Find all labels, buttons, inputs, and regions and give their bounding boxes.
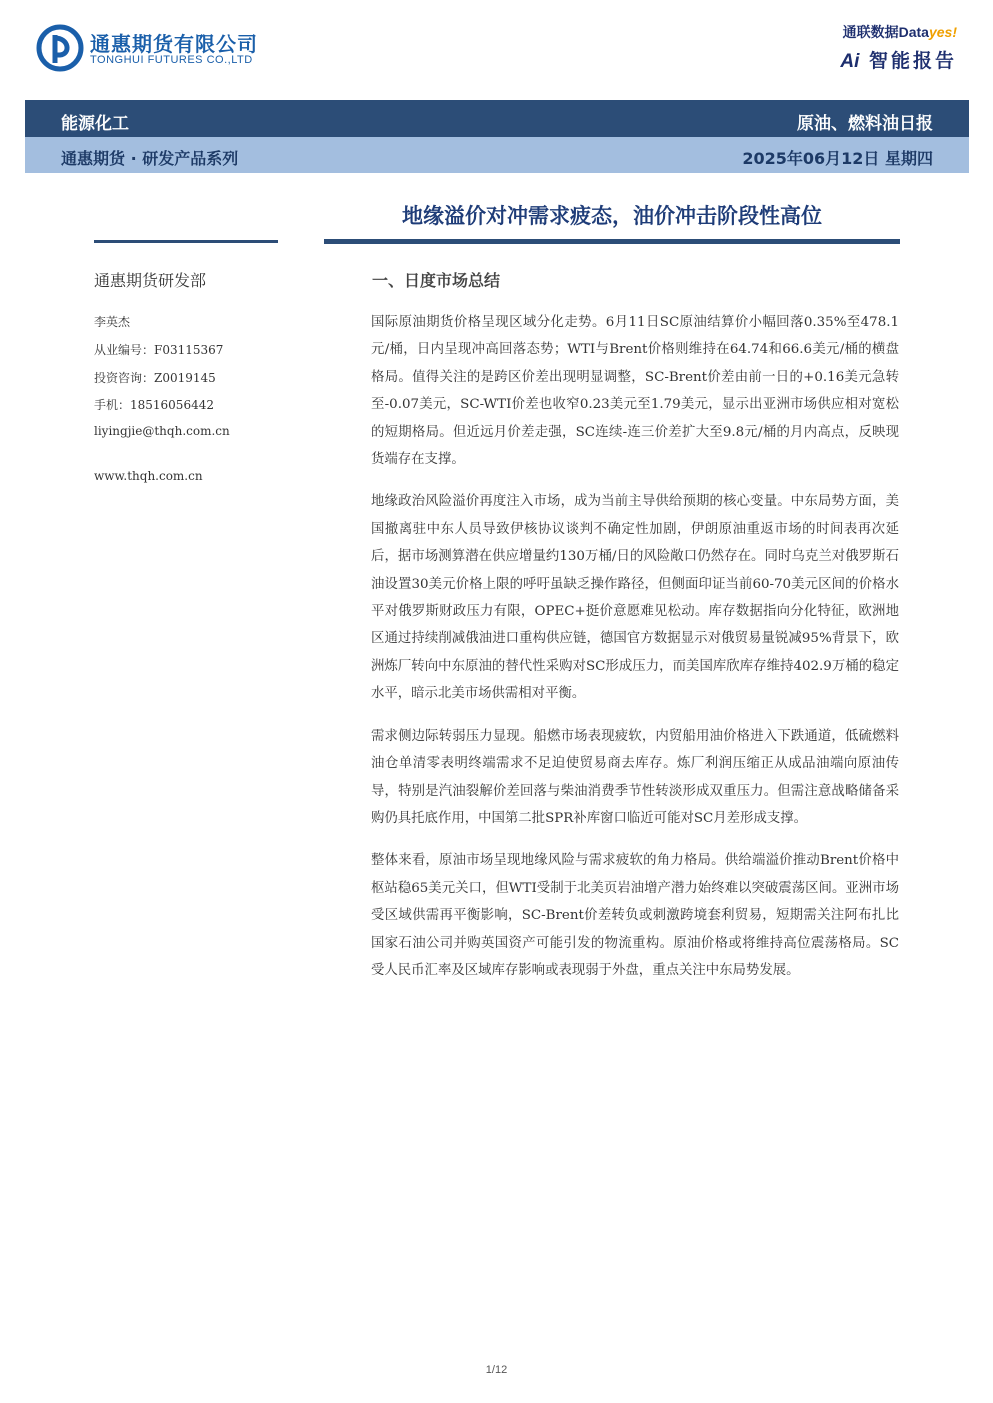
paragraph: 地缘政治风险溢价再度注入市场，成为当前主导供给预期的核心变量。中东局势方面，美国撤离驻中东人员导致伊核协议谈判不确定性加剧，伊朗原油重返市场的时间表再次延后，据市场测算潜在供应增量约130万桶/日的风险敞口仍然存在。同时乌克兰对俄罗斯石油设置30美元价格上限的呼吁虽缺乏操作路径，但侧面印证当前60-70美元区间的价格水平对俄罗斯财政压力有限，OPEC+挺价意愿难见松动。库存数据指向分化特征，欧洲地区通过持续削减俄油进口重构供应链，德国官方数据显示对俄贸易量锐减95%背景下，欧洲炼厂转向中东原油的替代性采购对SC形成压力，而美国库欣库存维持402.9万桶的稳定水平，暗示北美市场供需相对平衡。	[371, 494, 899, 702]
phone-number: 手机：18516056442	[94, 398, 214, 412]
report-date: 2025年06月12日 星期四	[742, 149, 933, 168]
sidebar-divider	[94, 240, 278, 243]
section-body	[371, 309, 899, 999]
ai-report-label: 智能报告	[868, 50, 957, 72]
ai-mark: Ai	[840, 51, 860, 72]
consult-number: 投资咨询：Z0019145	[94, 371, 216, 385]
series-label: 通惠期货 · 研发产品系列	[61, 149, 239, 168]
report-title: 地缘溢价对冲需求疲态，油价冲击阶段性高位	[402, 204, 822, 228]
author-name: 李英杰	[94, 315, 131, 329]
company-name-en: TONGHUI FUTURES CO.,LTD	[90, 54, 253, 66]
title-divider	[324, 239, 900, 244]
sector-band	[25, 100, 969, 137]
page-number: 1/12	[485, 1364, 508, 1376]
series-band	[25, 137, 969, 173]
tonghui-logo-icon	[36, 24, 84, 72]
datayes-cn: 通联数据	[842, 24, 899, 40]
company-name-cn: 通惠期货有限公司	[90, 32, 258, 56]
author-email: liyingjie@thqh.com.cn	[94, 424, 230, 438]
datayes-yes: yes!	[928, 24, 957, 40]
license-number: 从业编号：F03115367	[94, 343, 224, 357]
company-website: www.thqh.com.cn	[94, 469, 203, 483]
paragraph: 国际原油期货价格呈现区域分化走势。6月11日SC原油结算价小幅回落0.35%至478.1元/桶，日内呈现冲高回落态势；WTI与Brent价格则维持在64.74和66.6美元/桶的横盘格局。值得关注的是跨区价差出现明显调整，SC-Brent价差由前一日的+0.16美元急转至-0.07美元，SC-WTI价差也收窄0.23美元至1.79美元，显示出亚洲市场供应相对宽松的短期格局。但近远月价差走强，SC连续-连三价差扩大至9.8元/桶的月内高点，反映现货端存在支撑。	[371, 315, 899, 468]
report-name: 原油、燃料油日报	[797, 114, 933, 134]
paragraph: 整体来看，原油市场呈现地缘风险与需求疲软的角力格局。供给端溢价推动Brent价格中枢站稳65美元关口，但WTI受制于北美页岩油增产潜力始终难以突破震荡区间。亚洲市场受区域供需再平衡影响，SC-Brent价差转负或刺激跨境套利贸易，短期需关注阿布扎比国家石油公司并购英国资产可能引发的物流重构。原油价格或将维持高位震荡格局。SC受人民币汇率及区域库存影响或表现弱于外盘，重点关注中东局势发展。	[371, 853, 899, 978]
sector-label: 能源化工	[61, 114, 129, 134]
section-heading: 一、日度市场总结	[372, 271, 501, 290]
department-name: 通惠期货研发部	[94, 271, 207, 290]
datayes-data: Data	[898, 24, 929, 40]
paragraph: 需求侧边际转弱压力显现。船燃市场表现疲软，内贸船用油价格进入下跌通道，低硫燃料油仓单清零表明终端需求不足迫使贸易商去库存。炼厂利润压缩正从成品油端向原油传导，特别是汽油裂解价差回落与柴油消费季节性转淡形成双重压力。但需注意战略储备采购仍具托底作用，中国第二批SPR补库窗口临近可能对SC月差形成支撑。	[371, 728, 899, 826]
